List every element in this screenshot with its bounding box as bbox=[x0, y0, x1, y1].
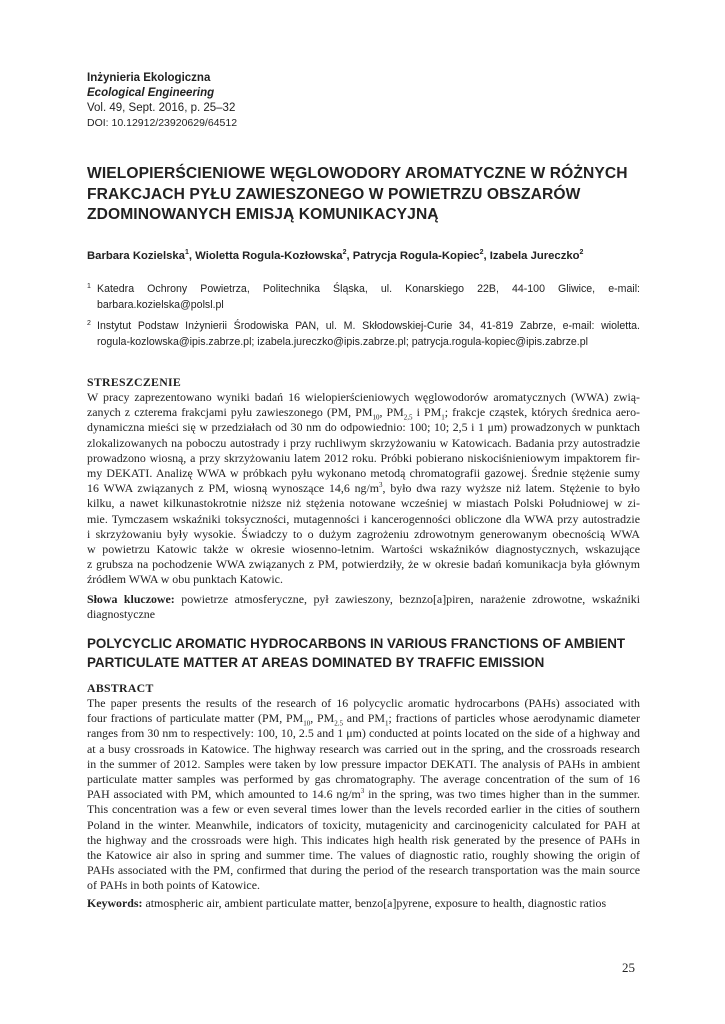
streszczenie-line: i skrzyżowaniu były wysokie. Świadczy to o dużym zagrożeniu zdrowotnym generowanym obecnością WWA bbox=[87, 526, 640, 541]
streszczenie-line: dynamiczna mieści się w przedziałach od 30 nm do odpowiednio: 100; 10; 2,5 i 1 μm) prowadzonych w punktach bbox=[87, 420, 640, 435]
affiliation-number: 1 bbox=[87, 283, 91, 290]
author-name: Patrycja Rogula-Kopiec bbox=[352, 250, 480, 262]
author-affil-ref: 2 bbox=[479, 249, 484, 257]
author-name: Barbara Kozielska bbox=[87, 250, 185, 262]
abstract-body bbox=[87, 696, 640, 894]
journal-header bbox=[87, 71, 387, 131]
journal-name-en: Ecological Engineering bbox=[87, 87, 215, 99]
keywords-pl-label: Słowa kluczowe: bbox=[87, 592, 175, 606]
affiliation-text: Instytut Podstaw Inżynierii Środowiska PAN, ul. M. Skłodowskiej-Curie 34, 41-819 Zabrze, e-mail: wioletta. bbox=[97, 320, 640, 332]
keywords-en bbox=[87, 896, 640, 911]
streszczenie-line: źródłem WWA w obu punktach Katowic. bbox=[87, 572, 283, 587]
keywords-pl-text: diagnostyczne bbox=[87, 607, 156, 622]
abstract-line: PAH associated with PM, which amounted to 14.6 $ng/m^3$ in the spring, was two times higher than in the summer. bbox=[87, 787, 640, 802]
keywords-en-text: atmospheric air, ambient particulate matter, benzo[a]pyrene, exposure to health, diagnostic ratios bbox=[142, 896, 607, 910]
affiliation-number: 2 bbox=[87, 320, 91, 327]
streszczenie-line: zanych z czterema frakcjami pyłu zawieszonego (PM, $PM_{10}$, $PM_{2,5}$ i $PM_1$; frakcje cząstek, których średnica aero- bbox=[87, 405, 640, 422]
streszczenie-line: 16 WWA związanych z PM, wiosną wynoszące 14,6 $ng/m^3$, było dwa razy wyższe niż latem. Stężenie to było bbox=[87, 481, 640, 496]
streszczenie-line: zlokalizowanych na poboczu autostrady i przy ruchliwym skrzyżowaniu w Katowicach. Badania przy autostradzie bbox=[87, 435, 640, 450]
title-en-line: PARTICULATE MATTER AT AREAS DOMINATED BY TRAFFIC EMISSION bbox=[87, 654, 545, 670]
affiliation-2 bbox=[87, 318, 640, 350]
abstract-line: the highway and the crossroads were high. This indicates high health risk generated by the presence of PAHs in bbox=[87, 832, 640, 847]
author-affil-ref: 2 bbox=[579, 249, 584, 257]
title-pl-line: WIELOPIERŚCIENIOWE WĘGLOWODORY AROMATYCZNE W RÓŻNYCH bbox=[87, 165, 628, 182]
streszczenie-heading: STRESZCZENIE bbox=[87, 375, 182, 389]
streszczenie-line: kilku, a nawet kilkunastokrotnie niższe niż stężenia notowane wcześniej w miastach Polski Południowej w zi- bbox=[87, 496, 640, 511]
article-title-en bbox=[87, 635, 647, 672]
journal-doi[interactable]: DOI: 10.12912/23920629/64512 bbox=[87, 117, 238, 129]
abstract-line: Poland in the winter. Meanwhile, indicators of toxicity, mutagenicity and carcinogenicity calculated for PAH at bbox=[87, 817, 640, 832]
affiliation-email[interactable]: barbara.kozielska@polsl.pl bbox=[97, 299, 224, 311]
author-list: Barbara Kozielska$^1$, Wioletta Rogula-Kozłowska$^2$, Patrycja Rogula-Kopiec$^2$, Izabela Jureczko$^2$ bbox=[87, 249, 584, 262]
page-number: 25 bbox=[622, 960, 635, 975]
abstract-line: of PAHs in both points of Katowice. bbox=[87, 878, 260, 893]
journal-name-pl: Inżynieria Ekologiczna bbox=[87, 72, 211, 84]
author-affil-ref: 1 bbox=[184, 249, 189, 257]
abstract-line: in the summer of 2012. Samples were taken by low pressure impactor DEKATI. The analysis of PAHs in ambient bbox=[87, 756, 640, 771]
title-pl-line: FRAKCJACH PYŁU ZAWIESZONEGO W POWIETRZU OBSZARÓW bbox=[87, 185, 581, 203]
abstract-line: particulate matter samples was performed by gas chromatography. The average concentration of the sum of 16 bbox=[87, 772, 640, 787]
streszczenie-line: w powietrzu Katowic także w okresie wiosenno-letnim. Wartości wskaźników diagnostycznych, wskazujące bbox=[87, 542, 640, 557]
abstract-heading: ABSTRACT bbox=[87, 681, 154, 695]
abstract-line: PAHs associated with the PM, confirmed that during the period of the research transportation was the main source bbox=[87, 863, 640, 878]
affiliation-1 bbox=[87, 281, 640, 313]
streszczenie-line: W pracy zaprezentowano wyniki badań 16 wielopierścieniowych węglowodorów aromatycznych (WWA) zwią- bbox=[87, 390, 640, 404]
abstract-line: the Katowice air also in spring and summer time. The values of diagnostic ratio, roughly showing the origin of bbox=[87, 848, 640, 863]
abstract-line: four fractions of particulate matter (PM, $PM_{10}$, $PM_{2.5}$ and $PM_1$; fractions of particles whose aerodynamic diameter bbox=[87, 711, 640, 728]
journal-volume: Vol. 49, Sept. 2016, p. 25–32 bbox=[87, 102, 236, 114]
author-name: Wioletta Rogula-Kozłowska bbox=[195, 250, 343, 262]
keywords-en-label: Keywords: bbox=[87, 896, 143, 910]
abstract-line: The paper presents the results of the research of 16 polycyclic aromatic hydrocarbons (PAHs) associated with bbox=[87, 696, 640, 710]
title-en-line: POLYCYCLIC AROMATIC HYDROCARBONS IN VARIOUS FRANCTIONS OF AMBIENT bbox=[87, 636, 626, 651]
keywords-pl bbox=[87, 592, 640, 622]
keywords-pl-text: powietrze atmosferyczne, pył zawieszony, beznzo[a]piren, narażenie zdrowotne, wskaźniki bbox=[174, 592, 640, 606]
affiliation-text: Katedra Ochrony Powietrza, Politechnika Śląska, ul. Konarskiego 22B, 44-100 Gliwice, e-mail: bbox=[97, 283, 640, 295]
title-pl-line: ZDOMINOWANYCH EMISJĄ KOMUNIKACYJNĄ bbox=[87, 206, 439, 223]
affiliation-email[interactable]: rogula-kozlowska@ipis.zabrze.pl; izabela.jureczko@ipis.zabrze.pl; patrycja.rogula-kopiec@ipis.zabrze.pl bbox=[97, 336, 588, 348]
author-name: Izabela Jureczko bbox=[489, 250, 580, 262]
article-title-pl bbox=[87, 164, 647, 226]
abstract-line: ranges from 30 nm to respectively: 100, 10, 2.5 and 1 μm) conducted at points located on the side of a highway and bbox=[87, 726, 640, 741]
author-affil-ref: 2 bbox=[342, 249, 347, 257]
streszczenie-line: z grubsza na pochodzenie WWA związanych z PM, potwierdziły, że w okresie badań komunikacja była głównym bbox=[87, 557, 640, 572]
streszczenie-line: prowadzono wiosną, a przy skrzyżowaniu latem 2012 roku. Próbki pobierano niskociśnieniowym impaktorem fir- bbox=[87, 450, 640, 465]
abstract-line: at a busy crossroads in Katowice. The highway research was carried out in the spring, and the crossroads research bbox=[87, 741, 640, 756]
streszczenie-line: mie. Tymczasem wskaźniki toksyczności, mutagenności i kancerogenności obliczone dla WWA przy autostradzie bbox=[87, 511, 640, 526]
streszczenie-line: my DEKATI. Analizę WWA w próbkach pyłu wykonano metodą chromatografii gazowej. Średnie stężenie sumy bbox=[87, 466, 640, 481]
streszczenie-body bbox=[87, 390, 640, 588]
abstract-line: This concentration was a few or even several times lower than the levels recorded earlier in the cities of southern bbox=[87, 802, 640, 817]
